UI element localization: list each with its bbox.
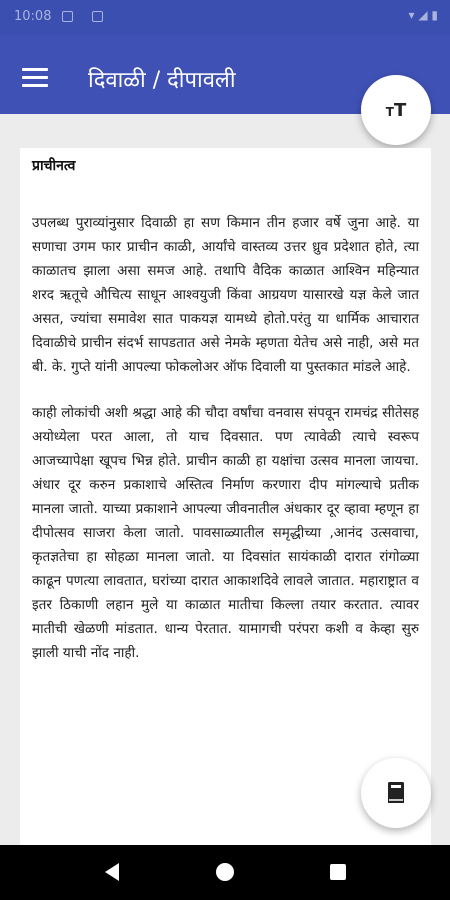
article-paragraph: काही लोकांची अशी श्रद्धा आहे की चौदा वर्षांचा वनवास संपवून रामचंद्र सीतेसह अयोध्येला परत आला, तो याच दिवसात. पण त्यावेळी त्याचे स्वरूप आजच्यापेक्षा खूपच भिन्न होते. प्राचीन काळी हा यक्षांचा उत्सव मानला जायचा. अंधार दूर करुन प्रकाशाचे अस्तित्व निर्माण करणारा दीप मांगल्याचे प्रतीक मानला जातो. याच्या प्रकाशाने आपल्या जीवनातील अंधकार दूर व्हावा म्हणून हा दीपोत्सव साजरा केला जातो. पावसाळ्यातील समृद्धीच्या ,आनंद उत्सवाचा, कृतज्ञतेचा हा सोहळा मानला जातो. या दिवसांत सायंकाळी दारात रांगोळ्या काढून पणत्या लावतात, घरांच्या दारात आकाशदिवे लावले जातात. महाराष्ट्रात व इतर ठिकाणी लहान मुले या काळात मातीचा किल्ला तयार करतात. त्यावर मातीची खेळणी मांडतात. धान्य पेरतात. यामागची परंपरा कशी व केव्हा सुरु झाली याची नोंद नाही. — [32, 405, 419, 661]
book-icon — [361, 758, 431, 828]
recents-square-icon[interactable] — [330, 864, 346, 880]
hamburger-menu-icon[interactable] — [22, 68, 48, 88]
home-circle-icon[interactable] — [216, 863, 234, 881]
notification-icon — [62, 11, 73, 22]
book-button[interactable] — [361, 758, 431, 828]
text-size-button[interactable] — [361, 75, 431, 145]
text-size-icon: TT — [385, 99, 407, 121]
system-nav-bar — [0, 845, 450, 900]
status-indicators: ▾ ◢ ▮ — [408, 8, 438, 22]
article-card — [20, 148, 431, 845]
page-title: दिवाळी / दीपावली — [88, 68, 236, 93]
section-heading: प्राचीनत्व — [32, 158, 76, 174]
article-paragraph: उपलब्ध पुराव्यांनुसार दिवाळी हा सण किमान तीन हजार वर्षे जुना आहे. या सणाचा उगम फार प्राचीन काळी, आर्यांचे वास्तव्य उत्तर ध्रुव प्रदेशात होते, त्या काळातच झाला असा समज आहे. तथापि वैदिक काळात आश्विन महिन्यात शरद ऋतूचे औचित्य साधून आश्वयुजी किंवा आग्रयण यासारखे यज्ञ केले जात असत, ज्यांचा समावेश सात पाकयज्ञ यामध्ये होतो.परंतु या धार्मिक आचारात दिवाळीचे प्राचीन संदर्भ सापडतात असे नेमके म्हणता येतेच असे नाही, असे मत बी. के. गुप्ते यांनी आपल्या फोकलोअर ऑफ दिवाली या पुस्तकात मांडले आहे. — [32, 215, 419, 375]
status-bar — [0, 0, 450, 34]
status-time: 10:08 — [14, 9, 52, 24]
back-triangle-icon[interactable] — [105, 863, 119, 881]
notification-icon — [92, 11, 103, 22]
